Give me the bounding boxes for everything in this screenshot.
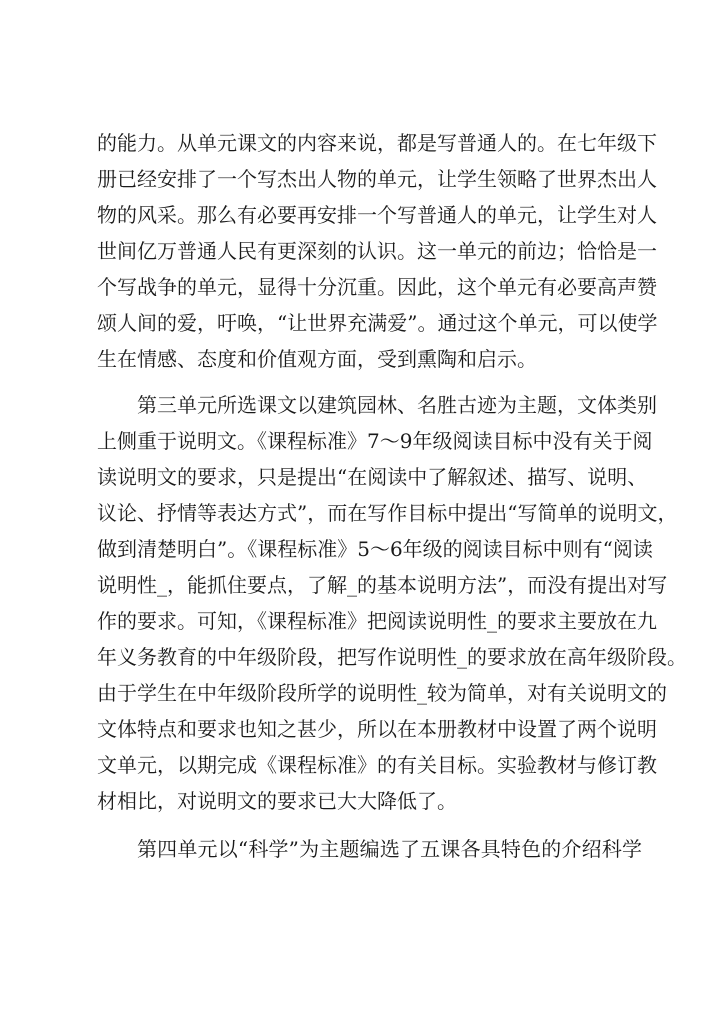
- paragraph-first-line: 第三单元所选课文以建筑园林、名胜古迹为主题，文体类别: [137, 393, 657, 417]
- text-line: 作的要求。可知，《课程标准》把阅读说明性_的要求主要放在九: [97, 609, 657, 633]
- paragraph-first-line: 第四单元以“科学”为主题编选了五课各具特色的介绍科学: [137, 837, 642, 861]
- text-line: 文体特点和要求也知之甚少，所以在本册教材中设置了两个说明: [97, 717, 657, 741]
- text-line: 议论、抒情等表达方式”，而在写作目标中提出“写简单的说明文，: [97, 501, 678, 525]
- text-line: 文单元，以期完成《课程标准》的有关目标。实验教材与修订教: [97, 753, 657, 777]
- text-line: 上侧重于说明文。《课程标准》7～9年级阅读目标中没有关于阅: [97, 429, 653, 453]
- text-line: 做到清楚明白”。《课程标准》5～6年级的阅读目标中则有“阅读: [97, 537, 653, 561]
- text-line: 物的风采。那么有必要再安排一个写普通人的单元，让学生对人: [97, 203, 657, 227]
- text-line: 生在情感、态度和价值观方面，受到熏陶和启示。: [97, 347, 537, 371]
- text-line: 的能力。从单元课文的内容来说，都是写普通人的。在七年级下: [97, 131, 657, 155]
- text-line: 册已经安排了一个写杰出人物的单元，让学生领略了世界杰出人: [97, 167, 657, 191]
- text-line: 读说明文的要求，只是提出“在阅读中了解叙述、描写、说明、: [97, 465, 648, 489]
- text-line: 世间亿万普通人民有更深刻的认识。这一单元的前边；恰恰是一: [97, 239, 657, 263]
- text-line: 颂人间的爱，吁唤，“让世界充满爱”。通过这个单元，可以使学: [97, 311, 658, 335]
- text-line: 年义务教育的中年级阶段，把写作说明性_的要求放在高年级阶段。: [97, 645, 687, 669]
- text-line: 个写战争的单元，显得十分沉重。因此，这个单元有必要高声赞: [97, 275, 657, 299]
- text-line: 材相比，对说明文的要求已大大降低了。: [97, 789, 457, 813]
- text-line: 说明性_，能抓住要点，了解_的基本说明方法”，而没有提出对写: [97, 573, 668, 597]
- text-line: 由于学生在中年级阶段所学的说明性_较为简单，对有关说明文的: [97, 681, 667, 705]
